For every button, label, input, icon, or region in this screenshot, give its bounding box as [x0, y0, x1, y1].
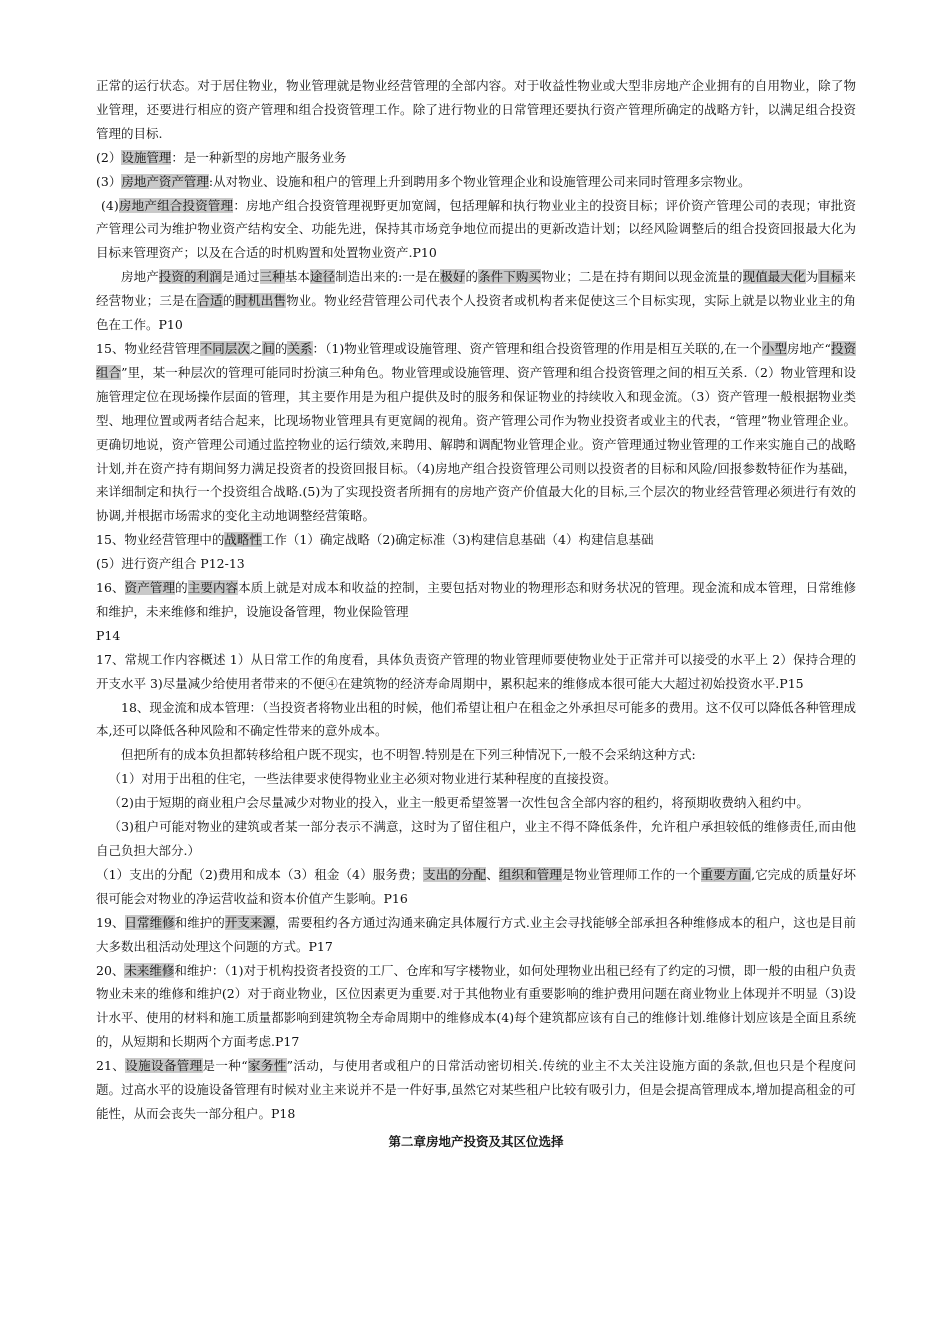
text: 之 [249, 340, 263, 356]
highlight: 未来维修 [124, 962, 175, 978]
text: 为 [805, 269, 819, 285]
text: 制造出来的:一是在 [335, 269, 441, 285]
highlight: 主要内容 [187, 580, 239, 596]
text: 19、 [96, 914, 125, 930]
paragraph-21-facility-equipment [96, 1054, 856, 1126]
text: ”里，某一种层次的管理可能同时扮演三种角色。物业管理或设施管理、资产管理和组合投资管理之间的相互关系.（2）物业管理和设施管理定位在现场操作层面的管理，其主要作用是为租户提供及时的服务和保证物业的持续收入和现金流。（3）资产管理一般根据物业类型、地理位置或两者结合起来，比现场物业管理具有更宽阔的视角。资产管理公司作为物业投资者或业主的代表，“管理”物业管理企业。更确切地说，资产管理公司通过监控物业的运行绩效,来聘用、解聘和调配物业管理企业。资产管理通过物业管理的工作来实施自己的战略计划,并在资产持有期间努力满足投资者的投资回报目标。（4)房地产组合投资管理公司则以投资者的目标和风险/回报参数特征作为基础，来详细制定和执行一个投资组合战略.(5)为了实现投资者所拥有的房地产资产价值最大化的目标,三个层次的物业经营管理必须进行有效的协调,并根据市场需求的变化主动地调整经营策略。 [96, 364, 856, 524]
paragraph-19-daily-maintenance [96, 911, 856, 959]
text: ：是一种新型的房地产服务业务 [171, 149, 347, 165]
text: ”活动，与使用者或租户的日常活动密切相关.传统的业主不太关注设施方面的条款,但也只是个程度问题。过高水平的设施设备管理有时候对业主来说并不是一件好事,虽然它对某些租户比较有吸引力，但是会提高管理成本,增加提高租金的可能性，从而会丧失一部分租户。P18 [96, 1058, 856, 1121]
text: 21、 [96, 1058, 126, 1074]
text: (3） [96, 173, 122, 189]
highlight: 家务性 [247, 1058, 287, 1074]
paragraph-operating-state: 正常的运行状态。对于居住物业，物业管理就是物业经营管理的全部内容。对于收益性物业或大型非房地产企业拥有的自用物业，除了物业管理，还要进行相应的资产管理和组合投资管理工作。除了进行物业的日常管理还要执行资产管理所确定的战略方针，以满足组合投资管理的目标. [96, 78, 856, 141]
text: 的 [175, 580, 188, 596]
text: 16、 [96, 580, 125, 596]
text: 是通过 [221, 269, 260, 285]
paragraph-case-2: （2)由于短期的商业租户会尽量减少对物业的投入，业主一般更希望签署一次性包含全部内容的租约，将预期收费纳入租约中。 [108, 795, 809, 811]
text: ,它完成的质量好坏很可能会对物业的净运营收益和资本价值产生影响。P16 [96, 866, 856, 906]
text: ，需要租约各方通过沟通来确定具体履行方式.业主会寻找能够全部承担各种维修成本的租户，这也是目前大多数出租活动处理这个问题的方式。P17 [96, 914, 856, 954]
highlight: 支出的分配 [423, 866, 487, 882]
text: （1）支出的分配（2)费用和成本（3）租金（4）服务费； [96, 866, 424, 882]
paragraph-facility-management [96, 146, 856, 170]
paragraph-investment-profit [96, 265, 856, 337]
text: 基本 [284, 269, 310, 285]
paragraph-15-strategic-work [96, 528, 856, 552]
paragraph-case-3: （3)租户可能对物业的建筑或者某一部分表示不满意，这时为了留住租户，业主不得不降低条件，允许租户承担较低的维修责任,而由他自己负担大部分.） [96, 819, 856, 858]
highlight: 投资的利润 [158, 269, 222, 285]
highlight: 设施管理 [121, 149, 172, 165]
text: 、 [486, 866, 499, 882]
highlight: 条件下购买 [478, 269, 542, 285]
highlight: 目标 [818, 269, 844, 285]
highlight: 组织和管理 [498, 866, 562, 882]
highlight: 日常维修 [124, 914, 175, 930]
highlight: 小型 [761, 340, 787, 356]
text: 和维护：（1)对于机构投资者投资的工厂、仓库和写字楼物业，如何处理物业出租已经有了约定的习惯，即一般的由租户负责物业未来的维修和维护(2）对于商业物业，区位因素更为重要.对于其他物业有重要影响的维护费用问题在商业物业上体现并不明显（3)设计水平、使用的材料和施工质量都影响到建筑物全寿命周期中的维修成本(4)每个建筑都应该有自己的维修计划.维修计划应该是全面且系统的，从短期和长期两个方面考虑.P17 [96, 962, 857, 1050]
paragraph-20-future-maintenance [96, 959, 856, 1055]
highlight: 时机出售 [235, 293, 287, 309]
text: 房地产 [121, 269, 159, 285]
text: :从对物业、设施和租户的管理上升到聘用多个物业管理企业和设施管理公司来同时管理多宗物业。 [208, 173, 751, 189]
highlight: 设施设备管理 [125, 1058, 203, 1074]
highlight: 三种 [259, 269, 285, 285]
text: 本质上就是对成本和收益的控制，主要包括对物业的物理形态和财务状况的管理。现金流和成本管理，日常维修和维护，未来维修和维护，设施设备管理，物业保险管理 [96, 580, 856, 619]
text: 是一种“ [202, 1058, 248, 1074]
highlight: 极好 [440, 269, 466, 285]
text: ：（1)物业管理或设施管理、资产管理和组合投资管理的作用是相互关联的,在一个 [312, 340, 762, 356]
text: 20、 [96, 962, 125, 978]
text: 的 [274, 340, 288, 356]
highlight: 现值最大化 [742, 269, 806, 285]
text: (2） [96, 149, 122, 165]
paragraph-15-levels-relation [96, 337, 856, 528]
highlight: 重要方面 [700, 866, 752, 882]
paragraph-16-asset-content [96, 576, 856, 624]
paragraph-expense-allocation [96, 863, 856, 911]
text: 是物业管理师工作的一个 [561, 866, 701, 882]
text: 15、物业经营管理中的 [96, 532, 225, 548]
chapter-title: 第二章房地产投资及其区位选择 [388, 1133, 564, 1149]
text: 来经营物业；三是在 [96, 269, 856, 309]
highlight: 合适 [197, 293, 223, 309]
text: 物业。物业经营管理公司代表个人投资者或机构者来促使这三个目标实现，实际上就是以物业业主的角色在工作。P10 [96, 293, 856, 333]
text: 房地产“ [786, 340, 831, 356]
highlight: 资产管理 [124, 580, 176, 596]
text: 工作（1）确定战略（2)确定标准（3)构建信息基础（4）构建信息基础 [261, 532, 654, 548]
text: 物业；二是在持有期间以现金流量的 [541, 269, 743, 285]
text: 的 [465, 269, 479, 285]
paragraph-cost-burden: 但把所有的成本负担都转移给租户既不现实，也不明智.特别是在下列三种情况下,一般不会采纳这种方式: [121, 747, 696, 763]
paragraph-case-1: （1）对用于出租的住宅，一些法律要求使得物业业主必须对物业进行某种程度的直接投资。 [108, 771, 617, 787]
paragraph-portfolio-management [96, 194, 856, 266]
highlight: 间 [262, 340, 275, 356]
highlight: 投资组合 [96, 340, 856, 380]
text: (4) [101, 197, 119, 213]
highlight: 房地产资产管理 [121, 173, 209, 189]
highlight: 不同层次 [199, 340, 250, 356]
highlight: 关系 [287, 340, 313, 356]
text: ：房地产组合投资管理视野更加宽阔，包括理解和执行物业业主的投资目标；评价资产管理公司的表现；审批资产管理公司为维护物业资产结构安全、功能先进，保持其市场竞争地位而提出的更新改造计划；以经风险调整后的组合投资回报最大化为目标来管理资产；以及在合适的时机购置和处置物业资产.P10 [96, 197, 856, 261]
text: 的 [222, 293, 236, 309]
document-page [96, 74, 856, 1154]
highlight: 战略性 [224, 532, 262, 548]
paragraph-17-routine-work: 17、常规工作内容概述 1）从日常工作的角度看，具体负责资产管理的物业管理师要使物业处于正常并可以接受的水平上 2）保持合理的开支水平 3)尽量减少给使用者带来的不便④在建筑物的经济寿命周期中，累积起来的维修成本很可能大大超过初始投资水平.P15 [96, 651, 856, 691]
highlight: 房地产组合投资管理 [118, 197, 234, 213]
text: 和维护的 [174, 914, 225, 930]
paragraph-asset-management [96, 170, 856, 194]
highlight: 开支来源 [224, 914, 276, 930]
page-reference: P14 [96, 627, 121, 643]
paragraph-asset-portfolio: (5）进行资产组合 P12-13 [96, 556, 245, 572]
paragraph-18-cashflow: 18、现金流和成本管理：（当投资者将物业出租的时候，他们希望让租户在租金之外承担尽可能多的费用。这不仅可以降低各种管理成本,还可以降低各种风险和不确定性带来的意外成本。 [96, 699, 856, 739]
highlight: 途径 [309, 269, 336, 285]
text: 15、物业经营管理 [96, 340, 200, 356]
